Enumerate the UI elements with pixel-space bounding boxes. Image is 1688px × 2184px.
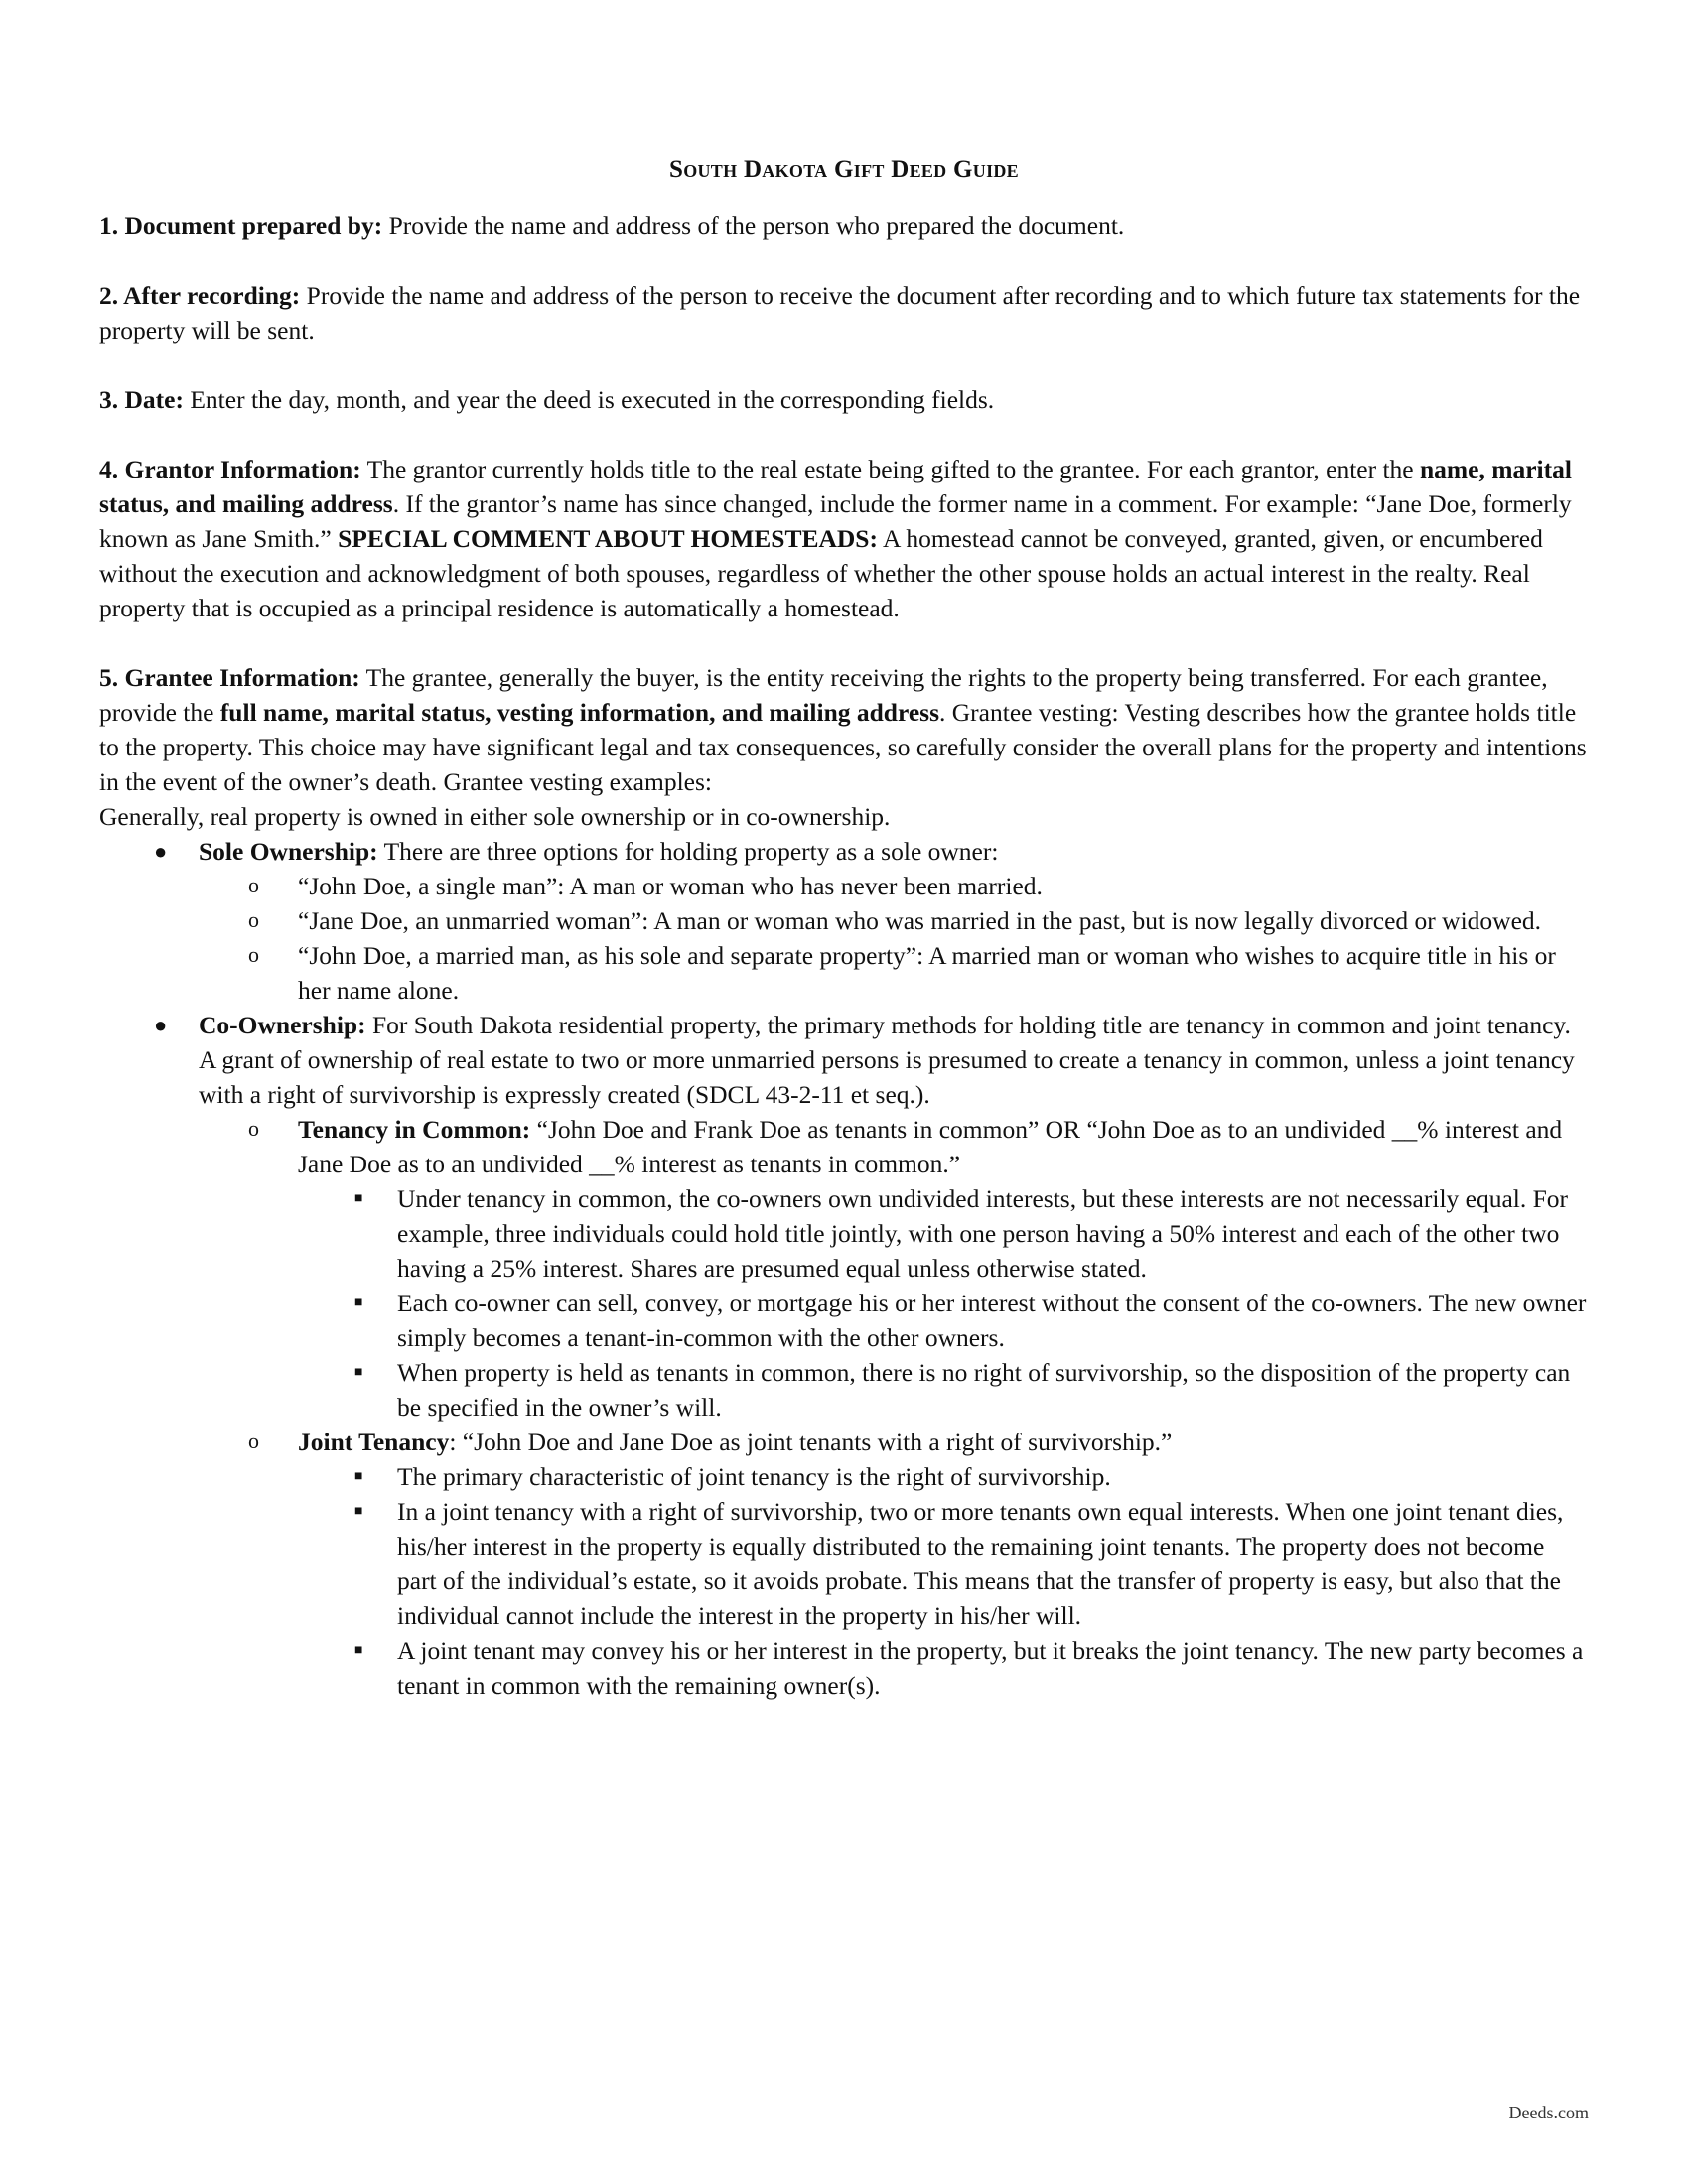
ownership-list [99, 834, 1589, 1703]
list-item-text: In a joint tenancy with a right of survivorship, two or more tenants own equal interests. When one joint tenant dies, his/her interest in the property is equally distributed to the remaining joint tenants. The property does not become part of the individual’s estate, so it avoids probate. This means that the transfer of property is easy, but also that the individual cannot include the interest in the property in his/her will. [397, 1497, 1564, 1630]
circle-bullet-icon: o [248, 1429, 259, 1453]
circle-bullet-icon: o [248, 1116, 259, 1141]
section-text: The grantor currently holds title to the real estate being gifted to the grantee. For each grantor, enter the [360, 455, 1420, 483]
list-item [99, 1355, 1589, 1425]
bullet-icon: ● [154, 1013, 168, 1037]
section-label: 4. Grantor Information: [99, 455, 361, 483]
square-bullet-icon: ■ [354, 1504, 363, 1519]
list-item [99, 903, 1589, 938]
list-item [99, 869, 1589, 903]
circle-bullet-icon: o [248, 907, 259, 932]
square-bullet-icon: ■ [354, 1365, 363, 1380]
list-item-text: “John Doe, a single man”: A man or woman who has never been married. [298, 872, 1043, 900]
section-after-recording [99, 278, 1589, 347]
section-date [99, 382, 1589, 417]
bullet-icon: ● [154, 839, 168, 864]
list-item-text: The primary characteristic of joint tenancy is the right of survivorship. [397, 1462, 1111, 1491]
document-page [99, 144, 1589, 1703]
list-item-text: Under tenancy in common, the co-owners own undivided interests, but these interests are not necessarily equal. For example, three individuals could hold title jointly, with one person having a 50% interest and each of the other two having a 25% interest. Shares are presumed equal unless otherwise stated. [397, 1184, 1569, 1283]
section-text: Provide the name and address of the person to receive the document after recording and to which future tax statements for the property will be sent. [99, 281, 1581, 344]
square-bullet-icon: ■ [354, 1296, 363, 1310]
list-item [99, 1633, 1589, 1703]
list-item-label: Tenancy in Common: [298, 1115, 531, 1144]
section-text: The grantee, generally the buyer, is the entity receiving the rights to the property being transferred. For each grantee, provide the [99, 663, 1548, 727]
list-item-text: Each co-owner can sell, convey, or mortgage his or her interest without the consent of the co-owners. The new owner simply becomes a tenant-in-common with the other owners. [397, 1289, 1587, 1352]
ownership-intro: Generally, real property is owned in either sole ownership or in co-ownership. [99, 802, 891, 831]
section-text: . Grantee vesting: Vesting describes how the grantee holds title to the property. This choice may have significant legal and tax consequences, so carefully consider the overall plans for the property and intentions in the event of the owner’s death. Grantee vesting examples: [99, 698, 1587, 796]
list-item-co-ownership [99, 1008, 1589, 1703]
list-item-label: Sole Ownership: [199, 837, 378, 866]
square-bullet-icon: ■ [354, 1469, 363, 1484]
section-label: 2. After recording: [99, 281, 301, 310]
list-item-text: “John Doe, a married man, as his sole and separate property”: A married man or woman who wishes to acquire title in his or her name alone. [298, 941, 1556, 1005]
section-label: 1. Document prepared by: [99, 211, 383, 240]
section-text: Enter the day, month, and year the deed is executed in the corresponding fields. [183, 385, 995, 414]
list-item-tenancy-in-common [99, 1112, 1589, 1425]
section-grantor-information [99, 452, 1589, 625]
section-prepared-by [99, 208, 1589, 243]
section-text: Provide the name and address of the person who prepared the document. [382, 211, 1125, 240]
section-text: A homestead cannot be conveyed, granted, given, or encumbered without the execution and acknowledgment of both spouses, regardless of whether the other spouse holds an actual interest in the realty. Real property that is occupied as a principal residence is automatically a homestead. [99, 524, 1543, 622]
list-item-text: “Jane Doe, an unmarried woman”: A man or woman who was married in the past, but is now legally divorced or widowed. [298, 906, 1542, 935]
list-item-text: : “John Doe and Jane Doe as joint tenants with a right of survivorship.” [449, 1428, 1173, 1456]
footer-brand: Deeds.com [1508, 2103, 1589, 2122]
homestead-label: SPECIAL COMMENT ABOUT HOMESTEADS: [338, 524, 878, 553]
list-item [99, 938, 1589, 1008]
section-grantee-information [99, 660, 1589, 799]
section-bold-text: full name, marital status, vesting information, and mailing address [219, 698, 940, 727]
list-item-text: A joint tenant may convey his or her interest in the property, but it breaks the joint tenancy. The new party becomes a tenant in common with the remaining owner(s). [397, 1636, 1584, 1700]
list-item-text: When property is held as tenants in common, there is no right of survivorship, so the disposition of the property can be specified in the owner’s will. [397, 1358, 1571, 1422]
list-item-sole-ownership [99, 834, 1589, 1008]
list-item-text: For South Dakota residential property, the primary methods for holding title are tenancy in common and joint tenancy. A grant of ownership of real estate to two or more unmarried persons is presumed to create a tenancy in common, unless a joint tenancy with a right of survivorship is expressly created (SDCL 43-2-11 et seq.). [199, 1011, 1575, 1109]
square-bullet-icon: ■ [354, 1191, 363, 1206]
circle-bullet-icon: o [248, 873, 259, 897]
list-item-label: Co-Ownership: [199, 1011, 366, 1039]
section-text: . If the grantor’s name has since changed, include the former name in a comment. For example: “Jane Doe, formerly known as Jane Smith.” [99, 489, 1572, 553]
list-item-text: There are three options for holding property as a sole owner: [377, 837, 999, 866]
section-bold-text: name, marital status, and mailing address [99, 455, 1572, 518]
square-bullet-icon: ■ [354, 1643, 363, 1658]
co-ownership-list [199, 1112, 1589, 1703]
circle-bullet-icon: o [248, 942, 259, 967]
page-title: South Dakota Gift Deed Guide [668, 156, 1019, 183]
joint-tenancy-list [298, 1459, 1589, 1703]
list-item-text: “John Doe and Frank Doe as tenants in common” OR “John Doe as to an undivided __% interest and Jane Doe as to an undivided __% interest as tenants in common.” [298, 1115, 1563, 1178]
list-item-joint-tenancy [99, 1425, 1589, 1703]
list-item [99, 1286, 1589, 1355]
tenancy-in-common-list [298, 1181, 1589, 1425]
sole-ownership-list [199, 869, 1589, 1008]
list-item [99, 1181, 1589, 1286]
section-label: 5. Grantee Information: [99, 663, 360, 692]
list-item [99, 1494, 1589, 1633]
list-item [99, 1459, 1589, 1494]
list-item-label: Joint Tenancy [298, 1428, 450, 1456]
section-label: 3. Date: [99, 385, 184, 414]
